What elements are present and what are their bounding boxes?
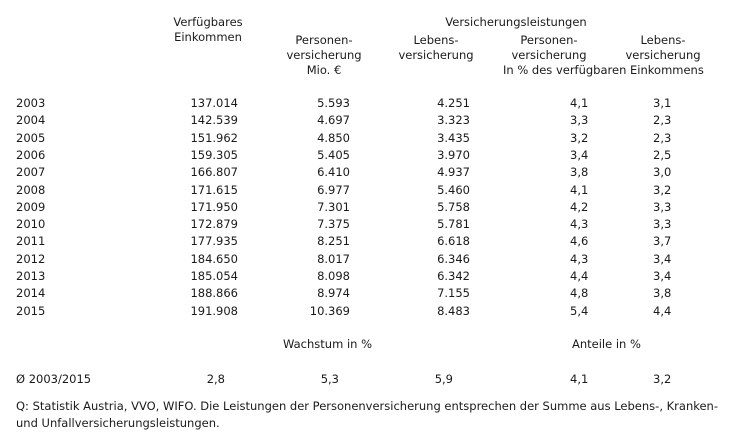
row-income: 171.615 [190,182,238,197]
table-row [0,181,735,199]
row-life-pct: 3,7 [653,234,672,249]
row-personal: 8.017 [317,251,350,266]
row-income: 171.950 [190,199,238,214]
row-life: 7.155 [437,286,470,301]
row-personal: 5.593 [317,96,350,110]
row-income: 142.539 [190,113,238,128]
row-year: 2003 [16,96,46,110]
row-year: 2010 [16,217,46,232]
row-personal-pct: 5,4 [570,303,589,318]
header-benefits: Versicherungsleistungen [445,15,587,29]
row-life-pct: 2,3 [653,113,672,128]
share-label: Anteile in % [572,337,641,351]
row-personal: 8.974 [317,286,350,301]
row-personal: 4.850 [317,130,350,145]
row-income: 184.650 [190,251,238,266]
header-life-line1: Lebens- [413,33,459,47]
row-income: 188.866 [190,286,238,301]
row-personal-pct: 3,4 [570,147,589,162]
row-year: 2009 [16,199,46,214]
row-personal-pct: 4,3 [570,217,589,232]
row-personal: 7.301 [317,199,350,214]
row-income: 191.908 [190,303,238,318]
table-row [0,284,735,302]
row-personal: 6.410 [317,165,350,180]
row-personal: 10.369 [309,303,350,318]
row-year: 2005 [16,130,46,145]
table-row [0,250,735,268]
row-life: 6.618 [437,234,470,249]
row-life-pct: 3,2 [653,182,672,197]
source-footnote: Q: Statistik Austria, VVO, WIFO. Die Leistungen der Personenversicherung entsprechen der Summe aus Lebens-, Kranken- und Unfallversicherungsleistungen. [16,399,718,430]
row-personal: 7.375 [317,217,350,232]
row-life: 5.758 [437,199,470,214]
row-personal-pct: 3,8 [570,165,589,180]
row-life: 3.435 [437,130,470,145]
row-personal-pct: 4,6 [570,234,589,249]
row-year: 2007 [16,165,46,180]
row-life-pct: 3,0 [653,165,672,180]
header-life-pct [625,33,700,63]
row-year: 2012 [16,251,46,266]
row-personal-pct: 3,3 [570,113,589,128]
row-life: 6.346 [437,251,470,266]
row-year: 2011 [16,234,46,249]
table-row [0,129,735,147]
row-year: 2008 [16,182,46,197]
row-personal: 5.405 [317,147,350,162]
average-row [0,370,735,388]
row-income: 137.014 [190,96,238,110]
row-personal-pct: 4,4 [570,269,589,283]
row-life-pct: 3,3 [653,217,672,232]
growth-label: Wachstum in % [283,337,373,351]
row-personal-pct: 4,1 [570,182,589,197]
row-personal-pct: 4,2 [570,199,589,214]
row-personal: 4.697 [317,113,350,128]
header-life-pct-line2: versicherung [625,48,701,62]
header-life [398,33,473,63]
row-income: 185.054 [190,269,238,283]
table-row [0,267,735,285]
header-personal-line2: versicherung [286,48,362,62]
row-year: 2014 [16,286,46,301]
row-personal-pct: 4,3 [570,251,589,266]
row-life-pct: 3,1 [653,96,672,110]
table-row [0,163,735,181]
row-life-pct: 4,4 [653,303,672,318]
row-life: 4.251 [437,96,470,110]
header-income-line1: Verfügbares [173,15,243,29]
header-life-pct-line1: Lebens- [640,33,686,47]
header-income [173,15,242,45]
row-personal-pct: 4,1 [570,96,589,110]
table-row [0,146,735,164]
average-personal: 5,3 [320,372,339,386]
row-income: 177.935 [190,234,238,249]
header-personal-line1: Personen- [295,33,353,47]
table-row [0,111,735,129]
row-year: 2015 [16,303,46,318]
row-life: 6.342 [437,269,470,283]
row-life-pct: 3,3 [653,199,672,214]
row-life: 3.970 [437,147,470,162]
row-life-pct: 2,5 [653,147,672,162]
header-unit: Mio. € [306,63,342,77]
row-income: 166.807 [190,165,238,180]
row-year: 2006 [16,147,46,162]
row-life: 5.460 [437,182,470,197]
row-personal-pct: 4,8 [570,286,589,301]
table-row [0,302,735,320]
average-life: 5,9 [434,372,453,386]
header-personal-pct-line1: Personen- [520,33,578,47]
row-life: 8.483 [437,303,470,318]
row-personal: 8.251 [317,234,350,249]
row-life-pct: 3,4 [653,251,672,266]
header-income-line2: Einkommen [174,30,242,44]
row-life: 3.323 [437,113,470,128]
row-year: 2013 [16,269,46,283]
row-personal-pct: 3,2 [570,130,589,145]
header-pct-unit: In % des verfügbaren Einkommens [503,63,704,77]
average-life-pct: 3,2 [653,372,672,386]
table-row [0,198,735,216]
row-life: 5.781 [437,217,470,232]
header-life-line2: versicherung [398,48,474,62]
header-personal [286,33,361,78]
average-label: Ø 2003/2015 [16,372,92,386]
header-personal-pct [511,33,586,63]
row-personal: 6.977 [317,182,350,197]
average-personal-pct: 4,1 [570,372,589,386]
row-life: 4.937 [437,165,470,180]
table-row [0,94,735,112]
row-life-pct: 2,3 [653,130,672,145]
row-personal: 8.098 [317,269,350,283]
table-row [0,232,735,250]
row-income: 151.962 [190,130,238,145]
row-life-pct: 3,4 [653,269,672,283]
row-year: 2004 [16,113,46,128]
average-income: 2,8 [206,372,225,386]
table-row [0,215,735,233]
row-income: 159.305 [190,147,238,162]
header-personal-pct-line2: versicherung [511,48,587,62]
row-life-pct: 3,8 [653,286,672,301]
row-income: 172.879 [190,217,238,232]
